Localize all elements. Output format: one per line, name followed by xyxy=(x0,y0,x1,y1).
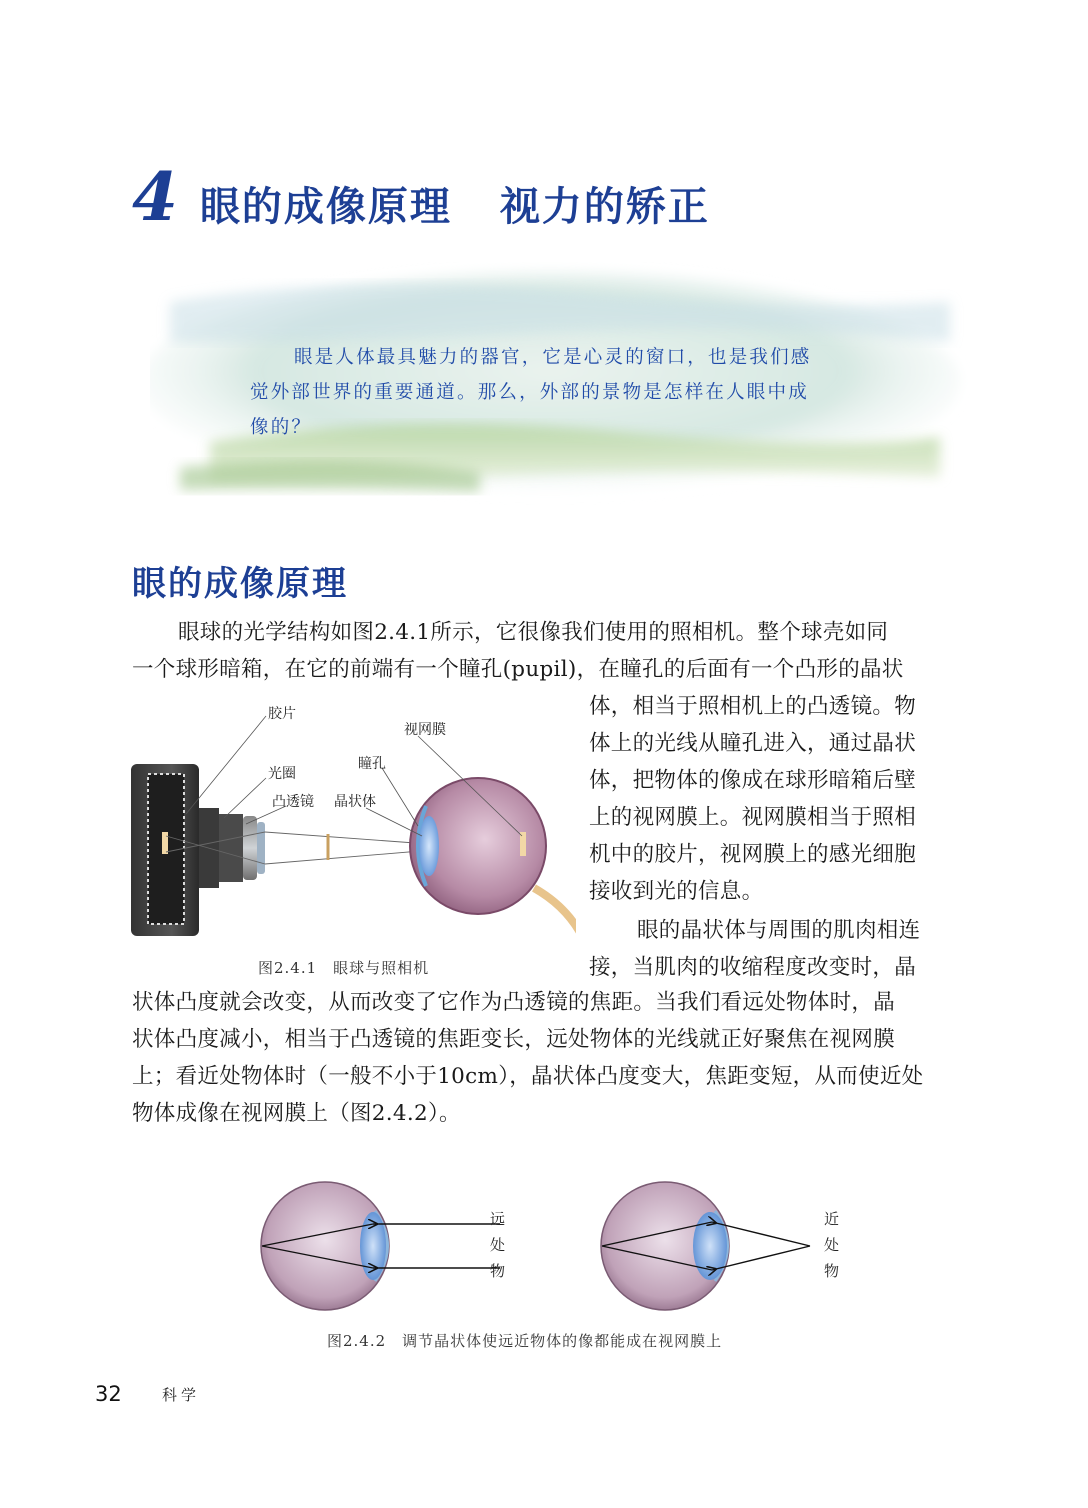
figure-2-caption: 图2.4.2 调节晶状体使远近物体的像都能成在视网膜上 xyxy=(327,1332,723,1350)
far-object-label-3: 物 xyxy=(490,1262,506,1280)
p3-line-1: 眼的晶状体与周围的肌肉相连 xyxy=(637,918,921,943)
intro-line-2: 觉外部世界的重要通道。那么，外部的景物是怎样在人眼中成 xyxy=(250,382,809,403)
camera-illustration xyxy=(131,764,265,936)
chapter-title xyxy=(132,158,710,236)
near-object-label-1: 近 xyxy=(824,1210,840,1228)
p2-line: 体，把物体的像成在球形暗箱后壁 xyxy=(589,768,917,793)
eye-illustration xyxy=(410,778,576,936)
near-object-label-2: 处 xyxy=(824,1236,840,1254)
paragraph-4 xyxy=(132,984,964,1132)
p4-line: 状体凸度就会改变，从而改变了它作为凸透镜的焦距。当我们看远处物体时，晶 xyxy=(132,990,896,1015)
book-name: 科学 xyxy=(162,1386,201,1404)
figure-lens-accommodation xyxy=(240,1176,890,1316)
paragraph-1 xyxy=(132,614,962,688)
chapter-title-part2: 视力的矫正 xyxy=(499,184,710,230)
far-object-label-2: 处 xyxy=(490,1236,506,1254)
p2-line: 机中的胶片，视网膜上的感光细胞 xyxy=(589,842,917,867)
eye-near-focus xyxy=(601,1182,810,1310)
p3-line-2: 接，当肌肉的收缩程度改变时，晶 xyxy=(589,955,917,980)
intro-text xyxy=(250,340,850,445)
section-title: 眼的成像原理 xyxy=(132,564,348,604)
chapter-title-part1: 眼的成像原理 xyxy=(199,184,452,230)
paragraph-3 xyxy=(589,912,964,986)
label-convex-lens: 凸透镜 xyxy=(272,794,314,810)
far-object-label-1: 远 xyxy=(490,1210,506,1228)
near-object-label-3: 物 xyxy=(824,1262,840,1280)
p2-line: 体上的光线从瞳孔进入，通过晶状 xyxy=(589,731,917,756)
p4-line: 上；看近处物体时（一般不小于10cm），晶状体凸度变大，焦距变短，从而使近处 xyxy=(132,1064,924,1089)
p4-line: 物体成像在视网膜上（图2.4.2）。 xyxy=(132,1101,461,1126)
label-aperture: 光圈 xyxy=(268,766,296,782)
eye-far-focus xyxy=(261,1182,500,1310)
p2-line: 上的视网膜上。视网膜相当于照相 xyxy=(589,805,917,830)
label-retina: 视网膜 xyxy=(404,722,446,738)
figure-eye-and-camera xyxy=(126,696,576,946)
paragraph-2 xyxy=(589,688,964,910)
figure-1-caption: 图2.4.1 眼球与照相机 xyxy=(258,959,430,977)
p2-line: 体，相当于照相机上的凸透镜。物 xyxy=(589,694,917,719)
p4-line: 状体凸度减小，相当于凸透镜的焦距变长，远处物体的光线就正好聚焦在视网膜 xyxy=(132,1027,896,1052)
intro-line-3: 像的？ xyxy=(250,417,313,438)
label-film: 胶片 xyxy=(268,706,296,722)
label-pupil: 瞳孔 xyxy=(358,756,386,772)
page-number: 32 xyxy=(95,1382,122,1406)
p1-line-2: 一个球形暗箱，在它的前端有一个瞳孔(pupil)，在瞳孔的后面有一个凸形的晶状 xyxy=(132,657,904,682)
intro-line-1: 眼是人体最具魅力的器官，它是心灵的窗口，也是我们感 xyxy=(294,347,812,368)
chapter-number: 4 xyxy=(132,158,178,236)
p1-line-1: 眼球的光学结构如图2.4.1所示，它很像我们使用的照相机。整个球壳如同 xyxy=(178,620,889,645)
p2-line: 接收到光的信息。 xyxy=(589,879,764,904)
label-crystalline-lens: 晶状体 xyxy=(334,794,376,810)
